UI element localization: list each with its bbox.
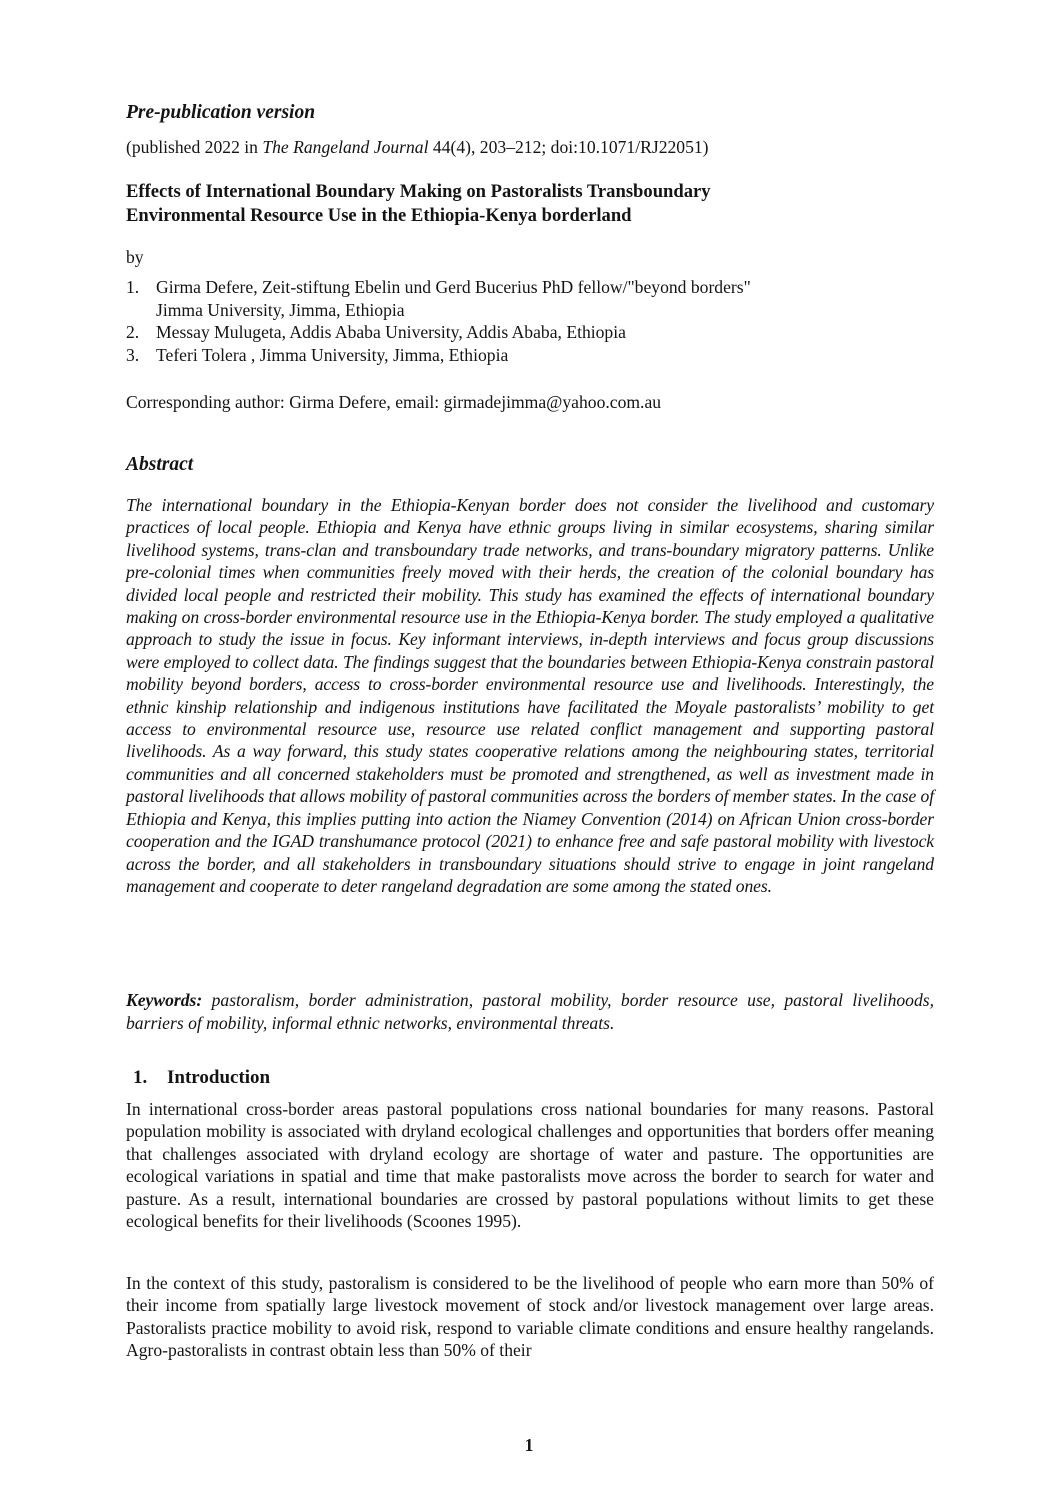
journal-name: The Rangeland Journal [262, 137, 429, 157]
author-item [126, 321, 934, 344]
section-number: 1. [133, 1067, 148, 1088]
author-affiliation: Messay Mulugeta, Addis Ababa University, Addis Ababa, Ethiopia [156, 322, 626, 342]
section-title: Introduction [167, 1067, 271, 1088]
author-number: 2. [126, 322, 140, 342]
by-label: by [126, 247, 144, 267]
author-affiliation [156, 276, 934, 321]
author-list [126, 276, 934, 366]
paper-title: Effects of International Boundary Making on Pastoralists Transboundary Environmental Resource Use in the Ethiopia-Kenya borderland [126, 181, 711, 226]
intro-paragraph-1: In international cross-border areas pastoral populations cross national boundaries for many reasons. Pastoral population mobility is associated with dryland ecological challenges and opportunities that borders offer meaning that challenges associated with dryland ecology are shortage of water and pasture. The opportunities are ecological variations in spatial and time that make pastoralists move across the border to search for water and pasture. As a result, international boundaries are crossed by pastoral populations without limits to get these ecological benefits for their livelihoods (Scoones 1995). [126, 1099, 934, 1232]
author-number: 3. [126, 344, 140, 365]
published-suffix: 44(4), 203–212; doi:10.1071/RJ22051) [428, 137, 709, 157]
published-prefix: (published 2022 in [126, 137, 263, 157]
keywords-label: Keywords: [126, 990, 203, 1010]
publication-note [126, 136, 934, 158]
author-affiliation-line: Jimma University, Jimma, Ethiopia [156, 299, 405, 320]
keywords-list: pastoralism, border administration, pastoral mobility, border resource use, pastoral livelihoods, barriers of mobility, informal ethnic networks, environmental threats. [126, 990, 934, 1033]
author-affiliation: Teferi Tolera , Jimma University, Jimma, Ethiopia [156, 344, 509, 365]
page-number: 1 [524, 1435, 534, 1455]
abstract-heading: Abstract [126, 454, 194, 475]
author-name-line: Girma Defere, Zeit-stiftung Ebelin und Gerd Bucerius PhD fellow/"beyond borders" [156, 277, 751, 297]
section-heading-introduction [133, 1066, 941, 1090]
keywords [126, 989, 934, 1034]
author-item [126, 276, 934, 321]
author-item [126, 344, 934, 367]
intro-paragraph-2: In the context of this study, pastoralism is considered to be the livelihood of people who earn more than 50% of their income from spatially large livestock movement of stock and/or livestock management over large areas. Pastoralists practice mobility to avoid risk, respond to variable climate conditions and ensure healthy rangelands. Agro-pastoralists in contrast obtain less than 50% of their [126, 1273, 934, 1361]
author-number: 1. [126, 277, 140, 297]
prepublication-label: Pre-publication version [126, 102, 316, 123]
abstract-text: The international boundary in the Ethiopia-Kenyan border does not consider the livelihood and customary practices of local people. Ethiopia and Kenya have ethnic groups living in similar ecosystems, sharing similar livelihood systems, trans-clan and transboundary trade networks, and trans-boundary migratory patterns. Unlike pre-colonial times when communities freely moved with their herds, the creation of the colonial boundary has divided local people and restricted their mobility. This study has examined the effects of international boundary making on cross-border environmental resource use in the Ethiopia-Kenya border. The study employed a qualitative approach to study the issue in focus. Key informant interviews, in-depth interviews and focus group discussions were employed to collect data. The findings suggest that the boundaries between Ethiopia-Kenya constrain pastoral mobility beyond borders, access to cross-border environmental resource use and livelihoods. Interestingly, the ethnic kinship relationship and indigenous institutions have facilitated the Moyale pastoralists’ mobility to get access to environmental resource use, resource use related conflict management and supporting pastoral livelihoods. As a way forward, this study states cooperative relations among the neighbouring states, territorial communities and all concerned stakeholders must be promoted and strengthened, as well as investment made in pastoral livelihoods that allows mobility of pastoral communities across the borders of member states. In the case of Ethiopia and Kenya, this implies putting into action the Niamey Convention (2014) on African Union cross-border cooperation and the IGAD transhumance protocol (2021) to enhance free and safe pastoral mobility with livestock across the border, and all stakeholders in transboundary situations should strive to engage in joint rangeland management and cooperate to deter rangeland degradation are some among the stated ones. [126, 495, 934, 896]
corresponding-author: Corresponding author: Girma Defere, email: girmadejimma@yahoo.com.au [126, 392, 662, 412]
